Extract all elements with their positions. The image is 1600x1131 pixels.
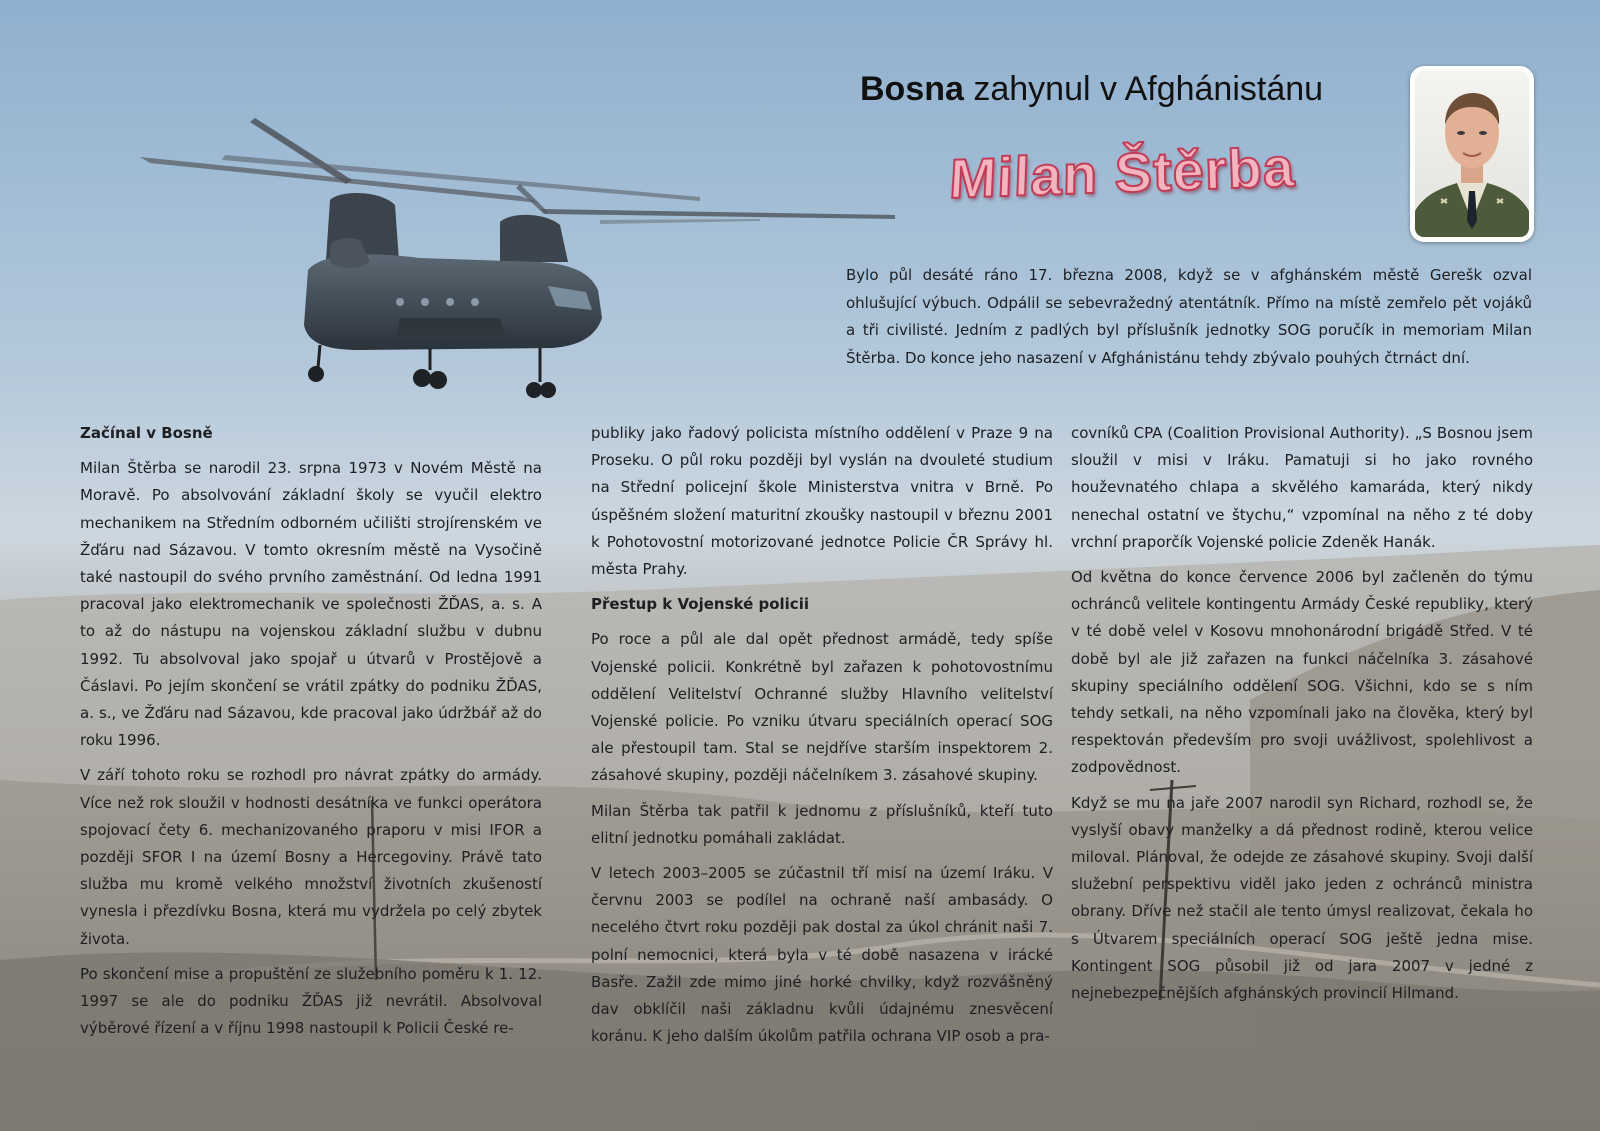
paragraph: Po roce a půl ale dal opět přednost armádě, tedy spíše Vojenské policii. Konkrétně byl zařazen k pohotovostnímu oddělení Velitelství Ochranné služby Hlavního velitelství Vojenské policie. Po vzniku útvaru speciálních operací SOG ale přestoupil tam. Stal se nejdříve starším inspektorem 2. zásahové skupiny, později náčelníkem 3. zásahové skupiny. (591, 630, 1053, 785)
paragraph: Když se mu na jaře 2007 narodil syn Richard, rozhodl se, že vyslyší obavy manželky a dá přednost rodině, kterou velice miloval. Plánoval, že odejde ze zásahové skupiny. Svoji další služební perspektivu viděl jako jeden z ochránců ministra obrany. Dříve než stačil ale tento úmysl realizovat, čekala ho s Útvarem speciálních operací SOG ještě jedna mise. Kontingent SOG působil již od jara 2007 v jedné z nejnebezpečnějších afghánských provincií Hilmand. (1071, 793, 1533, 1003)
article-title (860, 70, 1380, 109)
lead-paragraph: Bylo půl desáté ráno 17. března 2008, když se v afghánském městě Gerešk ozval ohlušující výbuch. Odpálil se sebevražedný atentátník. Přímo na místě zemřelo pět vojáků a tři civilisté. Jedním z padlých byl příslušník jednotky SOG poručík in memoriam Milan Štěrba. Do konce jeho nasazení v Afghánistánu tehdy zbývalo pouhých čtrnáct dní. (846, 266, 1532, 367)
title-bold: Bosna (860, 70, 964, 108)
person-name-wordart: Milan Štěrba (947, 135, 1297, 211)
paragraph: Milan Štěrba tak patřil k jednomu z příslušníků, kteří tuto elitní jednotku pomáhali zakládat. (591, 801, 1053, 847)
paragraph: Od května do konce července 2006 byl začleněn do týmu ochránců velitele kontingentu Armády České republiky, který v té době velel v Kosovu mnohonárodní brigádě Střed. V té době byl ale již zařazen na funkci náčelníka 3. zásahové skupiny speciálního oddělení SOG. Všichni, kdo se s ním tehdy setkali, na něho vzpomínali jako na člověka, který byl respektován především pro svoji uvážlivost, spolehlivost a zodpovědnost. (1071, 568, 1533, 777)
section-heading-prestup: Přestup k Vojenské policii (591, 595, 809, 614)
paragraph: Po skončení mise a propuštění ze služebního poměru k 1. 12. 1997 se ale do podniku ŽĎAS již nevrátil. Absolvoval výběrové řízení a v říjnu 1998 nastoupil k Policii České re- (80, 964, 542, 1038)
paragraph: V letech 2003–2005 se zúčastnil tří misí na území Iráku. V červnu 2003 se podílel na ochraně naší ambasády. O necelého čtvrt roku později pak dostal za úkol chránit naši 7. polní nemocnici, která byla v té době nasazena v irácké Basře. Zažil zde mimo jiné horké chvilky, když rozvášněný dav obklíčil naši základnu kvůli údajnému znesvěcení koránu. K jeho dalším úkolům patřila ochrana VIP osob a pra- (591, 864, 1053, 1046)
paragraph: publiky jako řadový policista místního oddělení v Praze 9 na Proseku. O půl roku později byl vyslán na dvouleté studium na Střední policejní škole Ministerstva vnitra v Brně. Po úspěšném složení maturitní zkoušky nastoupil v březnu 2001 k Pohotovostní motorizované jednotce Policie ČR Správy hl. města Prahy. (591, 424, 1053, 579)
article-column-3 (1071, 420, 1533, 1015)
portrait-photo (1410, 66, 1534, 242)
paragraph: Milan Štěrba se narodil 23. srpna 1973 v Novém Městě na Moravě. Po absolvování základní školy se vyučil elektro mechanikem na Středním odborném učilišti strojírenském ve Žďáru nad Sázavou. V tomto okresním městě na Vysočině také nastoupil do svého prvního zaměstnání. Od ledna 1991 pracoval jako elektromechanik ve společnosti ŽĎAS, a. s. A to až do nástupu na vojenskou základní službu v dubnu 1992. Tu absolvoval jako spojař u útvarů v Prostějově a Čáslavi. Po jejím skončení se vrátil zpátky do podniku ŽĎAS, a. s., ve Žďáru nad Sázavou, kde pracoval jako údržbář až do roku 1996. (80, 459, 542, 750)
paragraph: V září tohoto roku se rozhodl pro návrat zpátky do armády. Více než rok sloužil v hodnosti desátníka ve funkci operátora spojovací čety 6. mechanizovaného praporu v misi IFOR a později SFOR I na území Bosny a Hercegoviny. Právě tato služba mu kromě velkého množství životních zkušeností vynesla i přezdívku Bosna, která mu vydržela po celý zbytek života. (80, 766, 542, 948)
article-column-2 (591, 420, 1053, 1058)
paragraph: covníků CPA (Coalition Provisional Authority). „S Bosnou jsem sloužil v misi v Iráku. Pamatuji si ho jako rovného houževnatého chlapa a skvělého kamaráda, který nikdy nenechal ostatní ve štychu,“ vzpomínal na něho z té doby vrchní praporčík Vojenské policie Zdeněk Hanák. (1071, 424, 1533, 551)
section-heading-zacinal: Začínal v Bosně (80, 424, 213, 442)
title-rest: zahynul v Afghánistánu (963, 70, 1324, 108)
article-column-1 (80, 420, 542, 1050)
